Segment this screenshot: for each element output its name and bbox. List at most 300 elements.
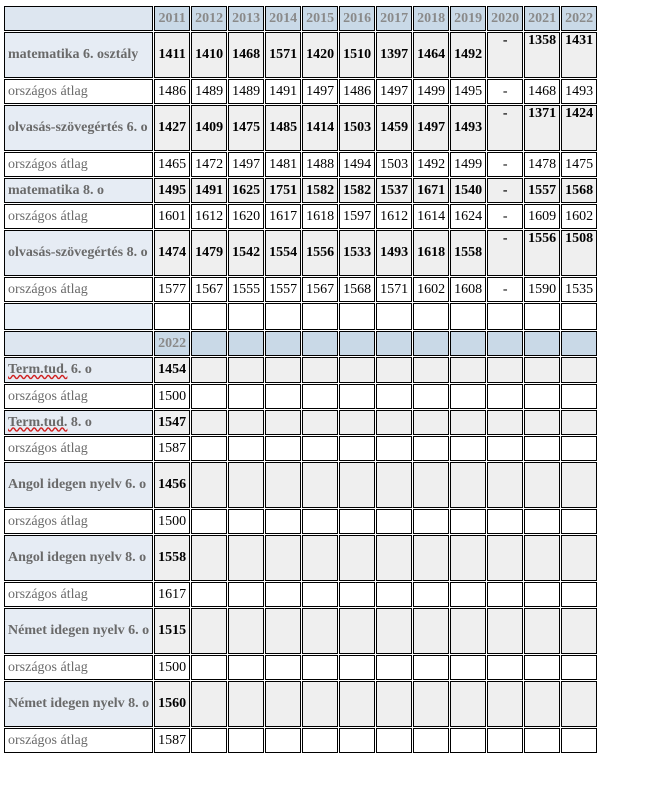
value-cell: 1475 — [228, 105, 264, 151]
blank-cell — [302, 303, 338, 330]
empty-cell — [265, 728, 301, 753]
value-cell: - — [487, 152, 523, 177]
value-cell: 1486 — [339, 79, 375, 104]
table-row — [4, 230, 597, 276]
value-cell: 1625 — [228, 178, 264, 203]
row-label: országos átlag — [4, 277, 153, 302]
table-row — [4, 436, 597, 461]
value-cell: 1459 — [376, 105, 412, 151]
empty-cell — [228, 436, 264, 461]
empty-cell — [191, 728, 227, 753]
empty-cell — [413, 582, 449, 607]
empty-cell — [561, 655, 597, 680]
row-label: Német idegen nyelv 8. o — [4, 681, 153, 727]
value-cell: 1560 — [154, 681, 190, 727]
value-cell: 1474 — [154, 230, 190, 276]
empty-cell — [413, 410, 449, 435]
value-cell: 1397 — [376, 32, 412, 78]
value-cell: 1472 — [191, 152, 227, 177]
value-cell: 1488 — [302, 152, 338, 177]
value-cell: 1624 — [450, 204, 486, 229]
value-cell: 1499 — [450, 152, 486, 177]
empty-cell — [524, 535, 560, 581]
empty-cell — [191, 681, 227, 727]
empty-cell — [302, 535, 338, 581]
value-cell: 1609 — [524, 204, 560, 229]
row-label: országos átlag — [4, 384, 153, 409]
empty-cell — [487, 410, 523, 435]
year-header: 2016 — [339, 6, 375, 31]
value-cell: 1431 — [561, 32, 597, 78]
empty-cell — [302, 655, 338, 680]
year-header: 2018 — [413, 6, 449, 31]
empty-cell — [191, 410, 227, 435]
value-cell: 1612 — [376, 204, 412, 229]
empty-cell — [376, 436, 412, 461]
row-label: országos átlag — [4, 152, 153, 177]
empty-cell — [487, 357, 523, 383]
empty-cell — [228, 410, 264, 435]
value-cell: 1557 — [524, 178, 560, 203]
empty-cell — [561, 509, 597, 534]
empty-cell — [191, 509, 227, 534]
row-label-part: 8. o — [67, 414, 92, 430]
value-cell: 1540 — [450, 178, 486, 203]
blank-cell — [524, 303, 560, 330]
empty-cell — [228, 608, 264, 654]
table-row — [4, 608, 597, 654]
empty-cell — [265, 509, 301, 534]
value-cell: 1618 — [302, 204, 338, 229]
empty-cell — [191, 462, 227, 508]
value-cell: 1567 — [302, 277, 338, 302]
empty-cell — [413, 728, 449, 753]
value-cell: - — [487, 230, 523, 276]
empty-cell — [191, 357, 227, 383]
row-label: országos átlag — [4, 728, 153, 753]
value-cell: - — [487, 178, 523, 203]
row-label: olvasás-szövegértés 8. o — [4, 230, 153, 276]
empty-cell — [561, 582, 597, 607]
value-cell: 1454 — [154, 357, 190, 383]
empty-cell — [265, 608, 301, 654]
blank-cell — [228, 303, 264, 330]
empty-cell — [265, 436, 301, 461]
empty-cell — [302, 331, 338, 356]
empty-cell — [561, 681, 597, 727]
value-cell: 1612 — [191, 204, 227, 229]
empty-cell — [339, 608, 375, 654]
empty-cell — [561, 728, 597, 753]
row-label: országos átlag — [4, 436, 153, 461]
value-cell: - — [487, 277, 523, 302]
year-header: 2012 — [191, 6, 227, 31]
value-cell: 1558 — [450, 230, 486, 276]
empty-cell — [302, 728, 338, 753]
table-row — [4, 152, 597, 177]
empty-cell — [524, 681, 560, 727]
empty-cell — [228, 384, 264, 409]
table-row — [4, 681, 597, 727]
empty-cell — [228, 357, 264, 383]
empty-cell — [376, 728, 412, 753]
empty-cell — [524, 331, 560, 356]
value-cell: 1601 — [154, 204, 190, 229]
value-cell: 1491 — [265, 79, 301, 104]
empty-cell — [302, 582, 338, 607]
value-cell: - — [487, 32, 523, 78]
empty-cell — [524, 655, 560, 680]
empty-cell — [191, 655, 227, 680]
empty-cell — [413, 535, 449, 581]
empty-cell — [265, 535, 301, 581]
value-cell: 1492 — [413, 152, 449, 177]
value-cell: 1500 — [154, 384, 190, 409]
value-cell: 1617 — [265, 204, 301, 229]
value-cell: 1493 — [376, 230, 412, 276]
value-cell: 1494 — [339, 152, 375, 177]
empty-cell — [339, 582, 375, 607]
value-cell: 1602 — [561, 204, 597, 229]
empty-cell — [339, 509, 375, 534]
table-row — [4, 32, 597, 78]
blank-cell — [376, 303, 412, 330]
blank-cell — [413, 303, 449, 330]
empty-cell — [450, 608, 486, 654]
year-header: 2019 — [450, 6, 486, 31]
empty-cell — [191, 608, 227, 654]
empty-cell — [339, 655, 375, 680]
value-cell: 1515 — [154, 608, 190, 654]
empty-cell — [487, 608, 523, 654]
empty-cell — [561, 410, 597, 435]
value-cell: 1554 — [265, 230, 301, 276]
empty-cell — [487, 509, 523, 534]
blank-cell — [265, 303, 301, 330]
empty-cell — [561, 535, 597, 581]
empty-cell — [302, 410, 338, 435]
table-row — [4, 79, 597, 104]
empty-cell — [376, 608, 412, 654]
empty-cell — [487, 582, 523, 607]
value-cell: 1571 — [265, 32, 301, 78]
empty-cell — [228, 681, 264, 727]
value-cell: 1358 — [524, 32, 560, 78]
empty-cell — [413, 436, 449, 461]
empty-cell — [524, 357, 560, 383]
empty-cell — [339, 410, 375, 435]
value-cell: 1571 — [376, 277, 412, 302]
value-cell: 1602 — [413, 277, 449, 302]
empty-cell — [302, 681, 338, 727]
value-cell: 1500 — [154, 655, 190, 680]
blank-cell — [339, 303, 375, 330]
row-label: matematika 6. osztály — [4, 32, 153, 78]
value-cell: - — [487, 204, 523, 229]
empty-cell — [450, 535, 486, 581]
value-cell: 1410 — [191, 32, 227, 78]
table-row — [4, 384, 597, 409]
value-cell: 1556 — [302, 230, 338, 276]
value-cell: 1582 — [339, 178, 375, 203]
row-label-part: Term.tud. — [8, 414, 68, 430]
row-label: Német idegen nyelv 6. o — [4, 608, 153, 654]
value-cell: 1411 — [154, 32, 190, 78]
empty-cell — [339, 331, 375, 356]
empty-cell — [339, 728, 375, 753]
empty-cell — [265, 357, 301, 383]
empty-cell — [487, 436, 523, 461]
value-cell: 1465 — [154, 152, 190, 177]
value-cell: 1556 — [524, 230, 560, 276]
row-label-part: Term.tud. — [8, 362, 68, 377]
year-header-row — [4, 6, 597, 31]
value-cell: 1495 — [154, 178, 190, 203]
value-cell: 1486 — [154, 79, 190, 104]
value-cell: 1479 — [191, 230, 227, 276]
value-cell: 1557 — [265, 277, 301, 302]
empty-cell — [302, 509, 338, 534]
value-cell: 1497 — [413, 105, 449, 151]
empty-cell — [487, 535, 523, 581]
blank-cell — [4, 303, 153, 330]
empty-cell — [450, 331, 486, 356]
empty-cell — [487, 331, 523, 356]
empty-cell — [376, 410, 412, 435]
empty-cell — [450, 582, 486, 607]
empty-cell — [450, 436, 486, 461]
empty-cell — [228, 462, 264, 508]
empty-cell — [191, 582, 227, 607]
year-header: 2017 — [376, 6, 412, 31]
empty-cell — [524, 410, 560, 435]
blank-cell — [154, 303, 190, 330]
value-cell: 1478 — [524, 152, 560, 177]
value-cell: - — [487, 105, 523, 151]
empty-cell — [191, 384, 227, 409]
value-cell: 1590 — [524, 277, 560, 302]
empty-cell — [450, 681, 486, 727]
empty-cell — [524, 509, 560, 534]
empty-cell — [524, 608, 560, 654]
empty-cell — [561, 608, 597, 654]
empty-cell — [339, 436, 375, 461]
blank-cell — [487, 303, 523, 330]
empty-cell — [487, 681, 523, 727]
table-row — [4, 277, 597, 302]
empty-cell — [450, 357, 486, 383]
empty-cell — [302, 436, 338, 461]
row-label: matematika 8. o — [4, 178, 153, 203]
empty-cell — [228, 535, 264, 581]
value-cell: 1424 — [561, 105, 597, 151]
empty-cell — [413, 462, 449, 508]
empty-cell — [228, 509, 264, 534]
value-cell: 1427 — [154, 105, 190, 151]
year-header: 2013 — [228, 6, 264, 31]
value-cell: 1491 — [191, 178, 227, 203]
empty-cell — [450, 509, 486, 534]
table-row — [4, 535, 597, 581]
value-cell: 1456 — [154, 462, 190, 508]
value-cell: 1577 — [154, 277, 190, 302]
empty-cell — [228, 582, 264, 607]
empty-cell — [450, 655, 486, 680]
empty-cell — [265, 681, 301, 727]
row-label: országos átlag — [4, 204, 153, 229]
separator-row — [4, 303, 597, 330]
value-cell: 1420 — [302, 32, 338, 78]
row-label: országos átlag — [4, 79, 153, 104]
empty-cell — [339, 681, 375, 727]
value-cell: 1495 — [450, 79, 486, 104]
value-cell: 1614 — [413, 204, 449, 229]
empty-cell — [524, 436, 560, 461]
empty-cell — [228, 331, 264, 356]
empty-cell — [450, 728, 486, 753]
table-row — [4, 582, 597, 607]
value-cell: 1555 — [228, 277, 264, 302]
year-header: 2011 — [154, 6, 190, 31]
empty-cell — [413, 384, 449, 409]
row-label: országos átlag — [4, 655, 153, 680]
results-table — [3, 5, 598, 754]
table-row — [4, 178, 597, 203]
row-label-part: 6. o — [67, 362, 92, 377]
table-row — [4, 204, 597, 229]
corner-cell — [4, 331, 153, 356]
value-cell: 1493 — [561, 79, 597, 104]
value-cell: 1371 — [524, 105, 560, 151]
value-cell: 1608 — [450, 277, 486, 302]
empty-cell — [561, 384, 597, 409]
value-cell: 1618 — [413, 230, 449, 276]
empty-cell — [339, 357, 375, 383]
value-cell: 1558 — [154, 535, 190, 581]
value-cell: 1617 — [154, 582, 190, 607]
empty-cell — [561, 436, 597, 461]
empty-cell — [265, 655, 301, 680]
row-label: országos átlag — [4, 582, 153, 607]
empty-cell — [450, 410, 486, 435]
value-cell: 1582 — [302, 178, 338, 203]
value-cell: 1587 — [154, 728, 190, 753]
year-header: 2021 — [524, 6, 560, 31]
table-row — [4, 462, 597, 508]
empty-cell — [191, 331, 227, 356]
empty-cell — [487, 655, 523, 680]
empty-cell — [376, 384, 412, 409]
empty-cell — [265, 410, 301, 435]
value-cell: 1409 — [191, 105, 227, 151]
table-row — [4, 410, 597, 435]
empty-cell — [561, 357, 597, 383]
value-cell: 1475 — [561, 152, 597, 177]
value-cell: 1597 — [339, 204, 375, 229]
value-cell: 1485 — [265, 105, 301, 151]
value-cell: 1503 — [376, 152, 412, 177]
value-cell: 1751 — [265, 178, 301, 203]
empty-cell — [376, 655, 412, 680]
table-row — [4, 105, 597, 151]
value-cell: 1537 — [376, 178, 412, 203]
empty-cell — [302, 462, 338, 508]
empty-cell — [376, 331, 412, 356]
value-cell: 1587 — [154, 436, 190, 461]
value-cell: 1497 — [376, 79, 412, 104]
empty-cell — [376, 535, 412, 581]
empty-cell — [450, 384, 486, 409]
value-cell: 1468 — [228, 32, 264, 78]
row-label: Angol idegen nyelv 6. o — [4, 462, 153, 508]
empty-cell — [302, 384, 338, 409]
value-cell: 1492 — [450, 32, 486, 78]
empty-cell — [228, 655, 264, 680]
empty-cell — [339, 462, 375, 508]
empty-cell — [413, 608, 449, 654]
empty-cell — [487, 728, 523, 753]
value-cell: 1500 — [154, 509, 190, 534]
empty-cell — [413, 331, 449, 356]
empty-cell — [376, 357, 412, 383]
empty-cell — [191, 436, 227, 461]
value-cell: 1503 — [339, 105, 375, 151]
value-cell: 1489 — [191, 79, 227, 104]
corner-cell — [4, 6, 153, 31]
row-label — [4, 410, 153, 435]
year-header: 2014 — [265, 6, 301, 31]
empty-cell — [265, 331, 301, 356]
empty-cell — [376, 509, 412, 534]
empty-cell — [450, 462, 486, 508]
value-cell: 1568 — [561, 178, 597, 203]
value-cell: 1497 — [228, 152, 264, 177]
year-header: 2015 — [302, 6, 338, 31]
second-header-row — [4, 331, 597, 356]
empty-cell — [376, 681, 412, 727]
value-cell: 1510 — [339, 32, 375, 78]
year-header: 2022 — [154, 331, 190, 356]
empty-cell — [413, 509, 449, 534]
value-cell: 1489 — [228, 79, 264, 104]
table-row — [4, 728, 597, 753]
row-label: országos átlag — [4, 509, 153, 534]
empty-cell — [376, 582, 412, 607]
value-cell: 1535 — [561, 277, 597, 302]
empty-cell — [487, 462, 523, 508]
empty-cell — [487, 384, 523, 409]
empty-cell — [265, 582, 301, 607]
value-cell: 1620 — [228, 204, 264, 229]
empty-cell — [413, 681, 449, 727]
table-row — [4, 509, 597, 534]
value-cell: 1468 — [524, 79, 560, 104]
value-cell: 1497 — [302, 79, 338, 104]
table-row — [4, 357, 597, 383]
empty-cell — [561, 331, 597, 356]
blank-cell — [561, 303, 597, 330]
row-label: olvasás-szövegértés 6. o — [4, 105, 153, 151]
empty-cell — [228, 728, 264, 753]
value-cell: 1414 — [302, 105, 338, 151]
empty-cell — [302, 357, 338, 383]
empty-cell — [265, 462, 301, 508]
empty-cell — [524, 728, 560, 753]
row-label: Angol idegen nyelv 8. o — [4, 535, 153, 581]
value-cell: 1542 — [228, 230, 264, 276]
year-header: 2020 — [487, 6, 523, 31]
empty-cell — [524, 384, 560, 409]
